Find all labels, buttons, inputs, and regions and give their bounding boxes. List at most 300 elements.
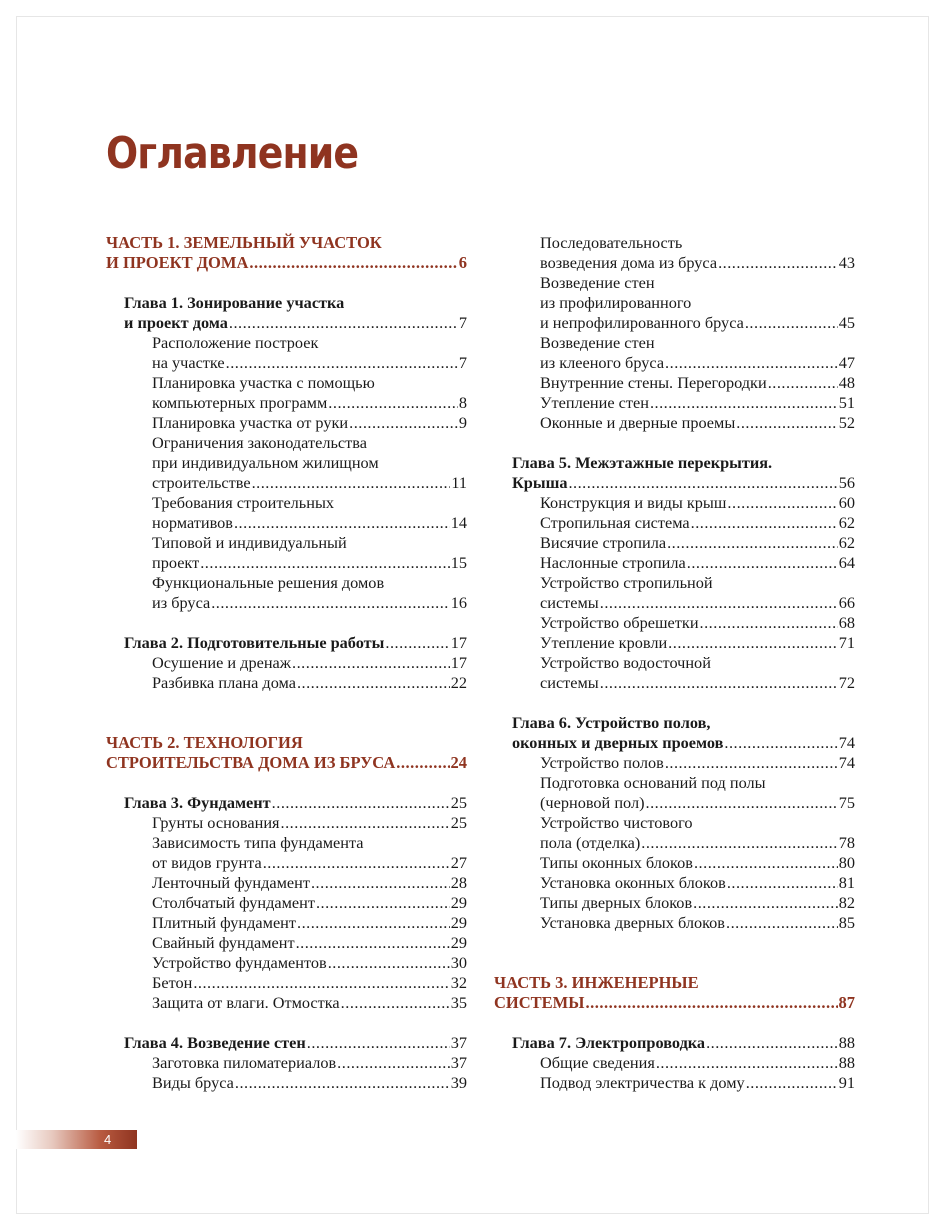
toc-leader-dots	[385, 633, 449, 653]
toc-section-entry[interactable]	[540, 273, 855, 333]
toc-entry-last-line	[152, 1073, 467, 1093]
toc-leader-dots	[337, 1053, 450, 1073]
toc-entry-text: Установка оконных блоков	[540, 873, 726, 892]
toc-entry-last-line	[152, 1053, 467, 1073]
toc-page-number: 30	[450, 953, 467, 972]
toc-section-entry[interactable]	[152, 573, 467, 613]
toc-entry-text: Внутренние стены. Перегородки	[540, 373, 767, 392]
toc-leader-dots	[568, 473, 837, 493]
toc-entry-last-line	[152, 393, 467, 413]
toc-section-entry[interactable]	[540, 513, 855, 533]
toc-page-number: 11	[451, 473, 467, 492]
toc-gap	[494, 433, 855, 453]
toc-part-entry[interactable]	[494, 973, 855, 1013]
toc-section-entry[interactable]	[152, 913, 467, 933]
toc-part-entry[interactable]	[106, 733, 467, 773]
toc-entry-text: Защита от влаги. Отмостка	[152, 993, 340, 1012]
toc-leader-dots	[745, 313, 838, 333]
toc-entry-text: Типы оконных блоков	[540, 853, 693, 872]
toc-entry-last-line	[540, 353, 855, 373]
toc-entry-text: проект	[152, 553, 200, 572]
toc-entry-line: Подготовка оснований под полы	[540, 773, 766, 792]
toc-entry-last-line	[152, 653, 467, 673]
toc-entry-last-line	[152, 953, 467, 973]
toc-entry-text: Утепление стен	[540, 393, 649, 412]
toc-entry-text: и проект дома	[124, 313, 228, 332]
toc-entry-text: Разбивка плана дома	[152, 673, 296, 692]
toc-entry-text: Планировка участка от руки	[152, 413, 349, 432]
toc-chapter-entry[interactable]	[124, 633, 467, 653]
toc-entry-last-line	[540, 313, 855, 333]
toc-section-entry[interactable]	[152, 813, 467, 833]
toc-leader-dots	[641, 833, 837, 853]
toc-entry-text: Висячие стропила	[540, 533, 667, 552]
toc-leader-dots	[746, 1073, 838, 1093]
toc-gap	[494, 1013, 855, 1033]
toc-leader-dots	[687, 553, 838, 573]
toc-page-number: 28	[450, 873, 467, 892]
toc-entry-last-line	[540, 853, 855, 873]
toc-page-number: 29	[450, 893, 467, 912]
toc-entry-last-line	[540, 1053, 855, 1073]
toc-gap	[106, 613, 467, 633]
toc-leader-dots	[193, 973, 449, 993]
toc-entry-text: Виды бруса	[152, 1073, 234, 1092]
toc-page-number: 14	[450, 513, 467, 532]
toc-entry-last-line	[512, 733, 855, 753]
toc-page-number: 47	[838, 353, 855, 372]
toc-entry-last-line	[124, 1033, 467, 1053]
toc-entry-last-line	[540, 873, 855, 893]
page-number: 4	[104, 1132, 112, 1147]
toc-entry-last-line	[152, 413, 467, 433]
toc-page-number: 37	[450, 1033, 467, 1052]
toc-section-entry[interactable]	[540, 413, 855, 433]
toc-entry-last-line	[152, 993, 467, 1013]
toc-entry-last-line	[152, 473, 467, 493]
toc-page-number: 74	[838, 733, 855, 752]
toc-page-number: 22	[450, 673, 467, 692]
toc-entry-text: И ПРОЕКТ ДОМА	[106, 253, 249, 272]
toc-page-number: 8	[458, 393, 467, 412]
toc-page-number: 15	[450, 553, 467, 572]
toc-section-entry[interactable]	[540, 773, 855, 813]
toc-leader-dots	[349, 413, 458, 433]
toc-gap	[106, 1013, 467, 1033]
toc-section-entry[interactable]	[152, 493, 467, 533]
toc-leader-dots	[297, 673, 450, 693]
toc-leader-dots	[585, 993, 837, 1013]
toc-page-number: 24	[450, 753, 467, 772]
toc-entry-text: Крыша	[512, 473, 568, 492]
toc-entry-text: СИСТЕМЫ	[494, 993, 585, 1012]
toc-entry-last-line	[152, 893, 467, 913]
toc-entry-last-line	[152, 593, 467, 613]
toc-entry-text: нормативов	[152, 513, 233, 532]
toc-entry-last-line	[494, 993, 855, 1013]
toc-entry-last-line	[152, 913, 467, 933]
toc-gap	[494, 933, 855, 953]
toc-leader-dots	[727, 873, 838, 893]
toc-entry-text: оконных и дверных проемов	[512, 733, 724, 752]
toc-entry-last-line	[540, 633, 855, 653]
toc-entry-text: системы	[540, 673, 599, 692]
toc-leader-dots	[694, 853, 838, 873]
toc-section-entry[interactable]	[540, 633, 855, 653]
toc-entry-last-line	[152, 933, 467, 953]
toc-page-number: 35	[450, 993, 467, 1012]
toc-entry-last-line	[152, 673, 467, 693]
toc-entry-line: Зависимость типа фундамента	[152, 833, 364, 852]
toc-leader-dots	[252, 473, 451, 493]
toc-chapter-entry[interactable]	[512, 1033, 855, 1053]
toc-entry-text: (черновой пол)	[540, 793, 645, 812]
toc-page-number: 64	[838, 553, 855, 572]
toc-entry-line: Возведение стен	[540, 333, 655, 352]
toc-leader-dots	[646, 793, 838, 813]
toc-leader-dots	[706, 1033, 838, 1053]
toc-section-entry[interactable]	[540, 533, 855, 553]
toc-page-number: 48	[838, 373, 855, 392]
toc-section-entry[interactable]	[152, 993, 467, 1013]
toc-entry-text: Бетон	[152, 973, 193, 992]
toc-entry-last-line	[540, 753, 855, 773]
toc-page-number: 62	[838, 513, 855, 532]
toc-entry-last-line	[540, 533, 855, 553]
toc-leader-dots	[328, 953, 450, 973]
toc-leader-dots	[665, 353, 838, 373]
toc-entry-line: ЧАСТЬ 2. ТЕХНОЛОГИЯ	[106, 733, 303, 752]
toc-entry-line: Типовой и индивидуальный	[152, 533, 347, 552]
toc-entry-line: Глава 1. Зонирование участка	[124, 293, 345, 312]
toc-chapter-entry[interactable]	[512, 453, 855, 493]
toc-page-number: 17	[450, 653, 467, 672]
toc-section-entry[interactable]	[152, 1053, 467, 1073]
toc-page-number: 25	[450, 813, 467, 832]
toc-entry-text: компьютерных программ	[152, 393, 328, 412]
toc-entry-last-line	[540, 373, 855, 393]
toc-leader-dots	[234, 513, 450, 533]
toc-section-entry[interactable]	[152, 953, 467, 973]
toc-section-entry[interactable]	[152, 973, 467, 993]
toc-section-entry[interactable]	[540, 913, 855, 933]
toc-page-number: 91	[838, 1073, 855, 1092]
toc-entry-text: из бруса	[152, 593, 211, 612]
toc-page-number: 80	[838, 853, 855, 872]
toc-entry-text: Заготовка пиломатериалов	[152, 1053, 337, 1072]
toc-leader-dots	[296, 933, 450, 953]
toc-entry-text: Стропильная система	[540, 513, 690, 532]
toc-section-entry[interactable]	[152, 833, 467, 873]
toc-entry-last-line	[124, 793, 467, 813]
toc-page-number: 37	[450, 1053, 467, 1072]
toc-entry-text: из клееного бруса	[540, 353, 665, 372]
toc-page-number: 74	[838, 753, 855, 772]
toc-page-number: 68	[838, 613, 855, 632]
toc-leader-dots	[297, 913, 450, 933]
toc-page-number: 45	[838, 313, 855, 332]
toc-section-entry[interactable]	[152, 653, 467, 673]
toc-page-number: 25	[450, 793, 467, 812]
toc-leader-dots	[229, 313, 458, 333]
toc-gap	[106, 713, 467, 733]
toc-entry-text: и непрофилированного бруса	[540, 313, 744, 332]
toc-entry-line: при индивидуальном жилищном	[152, 453, 379, 472]
toc-section-entry[interactable]	[540, 373, 855, 393]
toc-entry-last-line	[124, 633, 467, 653]
toc-page-number: 85	[838, 913, 855, 932]
toc-section-entry[interactable]	[540, 333, 855, 373]
toc-section-entry[interactable]	[540, 613, 855, 633]
toc-entry-last-line	[540, 893, 855, 913]
toc-entry-text: Глава 3. Фундамент	[124, 793, 271, 812]
toc-section-entry[interactable]	[152, 673, 467, 693]
toc-entry-text: Ленточный фундамент	[152, 873, 310, 892]
toc-entry-text: пола (отделка)	[540, 833, 641, 852]
toc-entry-text: Установка дверных блоков	[540, 913, 725, 932]
toc-leader-dots	[700, 613, 838, 633]
toc-page-number: 66	[838, 593, 855, 612]
toc-column-right	[494, 233, 855, 1093]
toc-section-entry[interactable]	[540, 753, 855, 773]
toc-entry-line: Ограничения законодательства	[152, 433, 367, 452]
toc-page-number: 81	[838, 873, 855, 892]
toc-gap	[106, 773, 467, 793]
toc-entry-line: ЧАСТЬ 3. ИНЖЕНЕРНЫЕ	[494, 973, 699, 992]
toc-entry-last-line	[152, 353, 467, 373]
toc-entry-last-line	[540, 413, 855, 433]
toc-leader-dots	[235, 1073, 450, 1093]
toc-page-number: 39	[450, 1073, 467, 1092]
toc-entry-last-line	[540, 913, 855, 933]
toc-page-number: 9	[458, 413, 467, 432]
toc-entry-line: Устройство чистового	[540, 813, 693, 832]
toc-section-entry[interactable]	[152, 333, 467, 373]
toc-gap	[106, 693, 467, 713]
toc-page-number: 51	[838, 393, 855, 412]
toc-page-number: 82	[838, 893, 855, 912]
toc-entry-line: Возведение стен	[540, 273, 655, 292]
toc-entry-text: Оконные и дверные проемы	[540, 413, 736, 432]
toc-chapter-entry[interactable]	[124, 1033, 467, 1053]
toc-entry-text: Утепление кровли	[540, 633, 668, 652]
toc-entry-text: Грунты основания	[152, 813, 280, 832]
toc-leader-dots	[600, 673, 838, 693]
toc-entry-text: на участке	[152, 353, 225, 372]
toc-page-number: 87	[838, 993, 855, 1012]
toc-leader-dots	[724, 733, 837, 753]
toc-entry-last-line	[152, 553, 467, 573]
toc-section-entry[interactable]	[152, 433, 467, 493]
toc-leader-dots	[341, 993, 450, 1013]
toc-section-entry[interactable]	[540, 1053, 855, 1073]
toc-section-entry[interactable]	[152, 373, 467, 413]
toc-leader-dots	[263, 853, 450, 873]
toc-entry-line: Функциональные решения домов	[152, 573, 385, 592]
toc-leader-dots	[693, 893, 838, 913]
toc-leader-dots	[281, 813, 450, 833]
toc-chapter-entry[interactable]	[124, 293, 467, 333]
toc-entry-last-line	[540, 833, 855, 853]
toc-entry-text: Общие сведения	[540, 1053, 655, 1072]
toc-leader-dots	[691, 513, 838, 533]
toc-entry-line: Планировка участка с помощью	[152, 373, 375, 392]
toc-section-entry[interactable]	[540, 813, 855, 853]
toc-entry-last-line	[540, 673, 855, 693]
toc-column-left	[106, 233, 467, 1093]
toc-entry-last-line	[152, 853, 467, 873]
toc-entry-last-line	[152, 813, 467, 833]
toc-section-entry[interactable]	[152, 1073, 467, 1093]
toc-leader-dots	[316, 893, 450, 913]
toc-part-entry[interactable]	[106, 233, 467, 273]
toc-entry-text: Глава 2. Подготовительные работы	[124, 633, 385, 652]
toc-entry-text: Наслонные стропила	[540, 553, 686, 572]
toc-leader-dots	[211, 593, 450, 613]
toc-section-entry[interactable]	[540, 893, 855, 913]
toc-entry-last-line	[540, 553, 855, 573]
toc-entry-text: Устройство фундаментов	[152, 953, 327, 972]
toc-entry-last-line	[152, 973, 467, 993]
toc-leader-dots	[656, 1053, 838, 1073]
toc-entry-text: Подвод электричества к дому	[540, 1073, 745, 1092]
toc-leader-dots	[600, 593, 838, 613]
toc-page-number: 88	[838, 1033, 855, 1052]
toc-leader-dots	[226, 353, 458, 373]
toc-entry-last-line	[540, 593, 855, 613]
toc-entry-text: возведения дома из бруса	[540, 253, 718, 272]
toc-leader-dots	[307, 1033, 450, 1053]
toc-leader-dots	[665, 753, 838, 773]
toc-page-number: 75	[838, 793, 855, 812]
toc-entry-last-line	[512, 473, 855, 493]
toc-section-entry[interactable]	[152, 933, 467, 953]
toc-page-number: 16	[450, 593, 467, 612]
toc-entry-line: Требования строительных	[152, 493, 335, 512]
toc-page-number: 7	[458, 353, 467, 372]
toc-entry-text: Устройство обрешетки	[540, 613, 699, 632]
toc-page-number: 60	[838, 493, 855, 512]
toc-section-entry[interactable]	[540, 233, 855, 273]
toc-page-number: 56	[838, 473, 855, 492]
toc-page-number: 32	[450, 973, 467, 992]
toc-leader-dots	[668, 633, 838, 653]
toc-page-number: 29	[450, 933, 467, 952]
toc-entry-text: Конструкция и виды крыш	[540, 493, 727, 512]
toc-section-entry[interactable]	[152, 893, 467, 913]
toc-leader-dots	[272, 793, 450, 813]
toc-page-number: 27	[450, 853, 467, 872]
toc-leader-dots	[249, 253, 457, 273]
toc-entry-text: от видов грунта	[152, 853, 262, 872]
toc-entry-line: Глава 5. Межэтажные перекрытия.	[512, 453, 773, 472]
toc-gap	[494, 693, 855, 713]
toc-entry-text: Осушение и дренаж	[152, 653, 292, 672]
toc-section-entry[interactable]	[540, 393, 855, 413]
toc-section-entry[interactable]	[540, 653, 855, 693]
toc-page-number: 62	[838, 533, 855, 552]
toc-entry-last-line	[540, 253, 855, 273]
toc-entry-text: Плитный фундамент	[152, 913, 297, 932]
toc-entry-text: строительстве	[152, 473, 251, 492]
toc-chapter-entry[interactable]	[124, 793, 467, 813]
page-title: Оглавление	[106, 128, 359, 179]
toc-entry-last-line	[540, 393, 855, 413]
toc-entry-last-line	[152, 873, 467, 893]
toc-entry-last-line	[540, 513, 855, 533]
toc-entry-line: ЧАСТЬ 1. ЗЕМЕЛЬНЫЙ УЧАСТОК	[106, 233, 382, 252]
toc-section-entry[interactable]	[540, 553, 855, 573]
toc-page-number: 6	[458, 253, 467, 272]
footer-bar	[16, 1130, 137, 1149]
toc-page-number: 29	[450, 913, 467, 932]
toc-entry-text: Свайный фундамент	[152, 933, 295, 952]
toc-page-number: 88	[838, 1053, 855, 1072]
toc-leader-dots	[311, 873, 450, 893]
toc-section-entry[interactable]	[152, 533, 467, 573]
toc-leader-dots	[650, 393, 838, 413]
toc-page-number: 43	[838, 253, 855, 272]
toc-entry-line: Устройство стропильной	[540, 573, 713, 592]
toc-page-number: 71	[838, 633, 855, 652]
toc-leader-dots	[396, 753, 449, 773]
toc-entry-last-line	[512, 1033, 855, 1053]
toc-page-number: 17	[450, 633, 467, 652]
toc-section-entry[interactable]	[540, 873, 855, 893]
toc-leader-dots	[736, 413, 837, 433]
toc-section-entry[interactable]	[540, 853, 855, 873]
toc-entry-line: Последовательность	[540, 233, 683, 252]
toc-leader-dots	[726, 913, 838, 933]
toc-entry-last-line	[124, 313, 467, 333]
toc-entry-last-line	[152, 513, 467, 533]
toc-entry-line: Глава 6. Устройство полов,	[512, 713, 711, 732]
toc-section-entry[interactable]	[152, 873, 467, 893]
toc-page-number: 72	[838, 673, 855, 692]
toc-section-entry[interactable]	[540, 1073, 855, 1093]
toc-leader-dots	[727, 493, 837, 513]
toc-leader-dots	[292, 653, 450, 673]
toc-leader-dots	[768, 373, 838, 393]
toc-page-number: 7	[458, 313, 467, 332]
toc-entry-text: Типы дверных блоков	[540, 893, 693, 912]
toc-entry-text: Столбчатый фундамент	[152, 893, 315, 912]
toc-entry-last-line	[540, 1073, 855, 1093]
toc-entry-text: Глава 7. Электропроводка	[512, 1033, 706, 1052]
toc-leader-dots	[200, 553, 449, 573]
toc-entry-last-line	[106, 253, 467, 273]
toc-gap	[106, 273, 467, 293]
toc-entry-text: СТРОИТЕЛЬСТВА ДОМА ИЗ БРУСА	[106, 753, 396, 772]
toc-section-entry[interactable]	[540, 573, 855, 613]
toc-entry-text: системы	[540, 593, 599, 612]
toc-page-number: 78	[838, 833, 855, 852]
toc-entry-line: Устройство водосточной	[540, 653, 711, 672]
toc-section-entry[interactable]	[540, 493, 855, 513]
toc-page-number: 52	[838, 413, 855, 432]
toc-entry-last-line	[540, 493, 855, 513]
toc-chapter-entry[interactable]	[512, 713, 855, 753]
toc-entry-line: Расположение построек	[152, 333, 319, 352]
toc-entry-line: из профилированного	[540, 293, 692, 312]
toc-entry-text: Глава 4. Возведение стен	[124, 1033, 306, 1052]
toc-leader-dots	[667, 533, 838, 553]
toc-leader-dots	[328, 393, 458, 413]
toc-entry-last-line	[540, 793, 855, 813]
toc-section-entry[interactable]	[152, 413, 467, 433]
toc-entry-text: Устройство полов	[540, 753, 664, 772]
toc-entry-last-line	[106, 753, 467, 773]
